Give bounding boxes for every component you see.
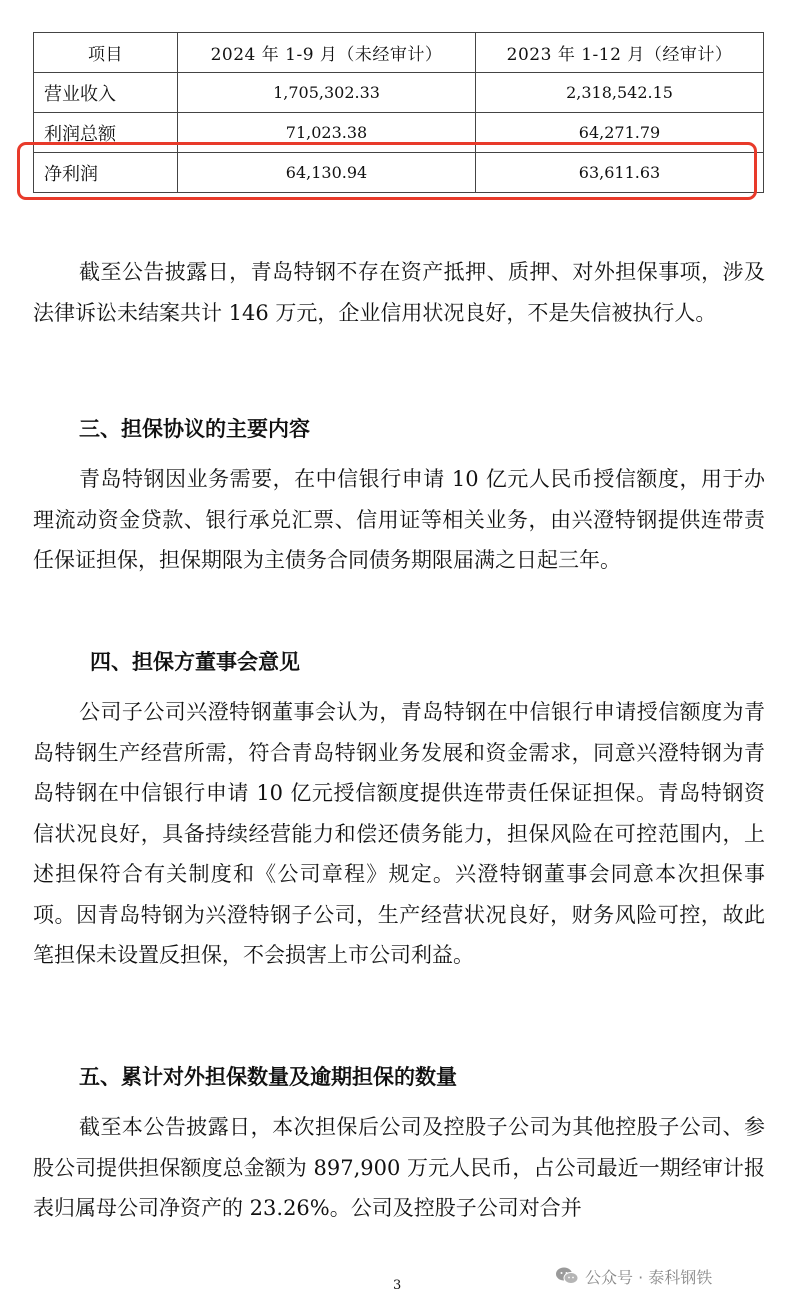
section-heading-4: 四、担保方董事会意见: [90, 650, 300, 674]
row-label: 净利润: [34, 153, 178, 193]
value-2024: 1,705,302.33: [178, 73, 476, 113]
row-label: 营业收入: [34, 73, 178, 113]
value-2024: 64,130.94: [178, 153, 476, 193]
paragraph-agreement: 青岛特钢因业务需要，在中信银行申请 10 亿元人民币授信额度，用于办理流动资金贷款、银行承兑汇票、信用证等相关业务，由兴澄特钢提供连带责任保证担保，担保期限为主债务合同债务期限届满之日起三年。: [33, 467, 765, 572]
paragraph-status: 截至公告披露日，青岛特钢不存在资产抵押、质押、对外担保事项，涉及法律诉讼未结案共计 146 万元，企业信用状况良好，不是失信被执行人。: [33, 260, 765, 325]
header-item: 项目: [34, 33, 178, 73]
value-2023: 63,611.63: [476, 153, 764, 193]
value-2023: 2,318,542.15: [476, 73, 764, 113]
section-heading-5: 五、累计对外担保数量及逾期担保的数量: [79, 1065, 457, 1089]
header-2024: 2024 年 1-9 月（未经审计）: [178, 33, 476, 73]
paragraph-guarantee-total: 截至本公告披露日，本次担保后公司及控股子公司为其他控股子公司、参股公司提供担保额度总金额为 897,900 万元人民币，占公司最近一期经审计报表归属母公司净资产的 23.26%。公司及控股子公司对合并: [33, 1115, 765, 1220]
paragraph-board-opinion: 公司子公司兴澄特钢董事会认为，青岛特钢在中信银行申请授信额度为青岛特钢生产经营所需，符合青岛特钢业务发展和资金需求，同意兴澄特钢为青岛特钢在中信银行申请 10 亿元授信额度提供连带责任保证担保。青岛特钢资信状况良好，具备持续经营能力和偿还债务能力，担保风险在可控范围内，上述担保符合有关制度和《公司章程》规定。兴澄特钢董事会同意本次担保事项。因青岛特钢为兴澄特钢子公司，生产经营状况良好，财务风险可控，故此笔担保未设置反担保，不会损害上市公司利益。: [33, 700, 765, 967]
header-2023: 2023 年 1-12 月（经审计）: [476, 33, 764, 73]
watermark-text: 公众号 · 泰科钢铁: [585, 1267, 713, 1287]
wechat-icon: [555, 1266, 579, 1286]
table-header-row: [34, 33, 764, 73]
section-heading-3: 三、担保协议的主要内容: [79, 417, 310, 441]
table-row: [34, 73, 764, 113]
row-label: 利润总额: [34, 113, 178, 153]
watermark: [555, 1264, 712, 1288]
net-profit-highlight-box: [17, 142, 757, 200]
value-2023: 64,271.79: [476, 113, 764, 153]
value-2024: 71,023.38: [178, 113, 476, 153]
page-number: 3: [393, 1278, 402, 1293]
